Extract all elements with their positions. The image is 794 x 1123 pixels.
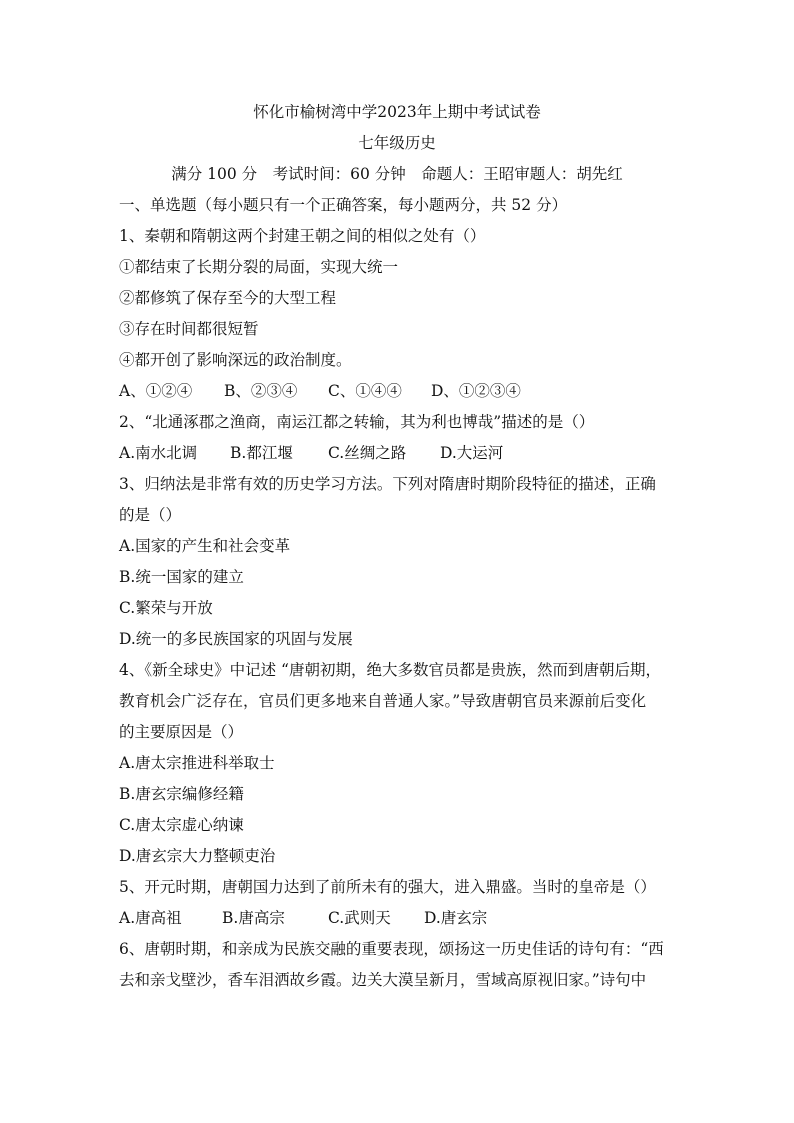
exam-meta: 满分 100 分 考试时间：60 分钟 命题人：王昭审题人：胡先红 <box>171 165 623 183</box>
exam-subject: 七年级历史 <box>358 134 436 152</box>
q4-stem-line-2: 教育机会广泛存在，官员们更多地来自普通人家。”导致唐朝官员来源前后变化 <box>119 692 647 710</box>
q4-stem-line-1: 4、《新全球史》中记述 “唐朝初期，绝大多数官员都是贵族，然而到唐朝后期， <box>119 661 661 679</box>
q1-item-1: ①都结束了长期分裂的局面，实现大统一 <box>119 258 399 276</box>
q5-option-c: C.武则天 <box>328 909 391 927</box>
q3-stem-line-2: 的是（） <box>119 506 182 524</box>
q3-option-b: B.统一国家的建立 <box>119 568 244 586</box>
q5-option-a: A.唐高祖 <box>119 909 182 927</box>
q3-stem-line-1: 3、归纳法是非常有效的历史学习方法。下列对隋唐时期阶段特征的描述，正确 <box>119 475 656 493</box>
exam-title: 怀化市榆树湾中学2023年上期中考试试卷 <box>253 103 541 121</box>
q1-stem: 1、秦朝和隋朝这两个封建王朝之间的相似之处有（） <box>119 227 486 245</box>
q3-option-d: D.统一的多民族国家的巩固与发展 <box>119 630 353 648</box>
q3-option-a: A.国家的产生和社会变革 <box>119 537 291 555</box>
q6-stem-line-1: 6、唐朝时期，和亲成为民族交融的重要表现，颂扬这一历史佳话的诗句有：“西 <box>119 940 664 958</box>
q1-option-c: C、①④④ <box>328 382 402 400</box>
q1-option-d: D、①②③④ <box>431 382 521 400</box>
q2-option-b: B.都江堰 <box>230 444 293 462</box>
q2-option-a: A.南水北调 <box>119 444 198 462</box>
q4-option-a: A.唐太宗推进科举取士 <box>119 754 275 772</box>
q2-option-c: C.丝绸之路 <box>328 444 407 462</box>
q4-stem-line-3: 的主要原因是（） <box>119 723 244 741</box>
q1-item-3: ③存在时间都很短暂 <box>119 320 259 338</box>
q4-option-b: B.唐玄宗编修经籍 <box>119 785 244 803</box>
q1-option-b: B、②③④ <box>224 382 298 400</box>
q5-option-d: D.唐玄宗 <box>424 909 488 927</box>
q3-option-c: C.繁荣与开放 <box>119 599 213 617</box>
q5-option-b: B.唐高宗 <box>222 909 285 927</box>
q6-stem-line-2: 去和亲戈壁沙，香车泪洒故乡霞。边关大漠呈新月，雪域高原视旧家。”诗句中 <box>119 971 647 989</box>
q5-stem: 5、开元时期，唐朝国力达到了前所未有的强大，进入鼎盛。当时的皇帝是（） <box>119 878 656 896</box>
section-heading: 一、单选题（每小题只有一个正确答案，每小题两分，共 52 分） <box>119 196 568 214</box>
q4-option-d: D.唐玄宗大力整顿吏治 <box>119 847 276 865</box>
q2-stem: 2、“北通涿郡之渔商，南运江都之转输，其为利也博哉”描述的是（） <box>119 413 595 431</box>
q1-option-a: A、①②④ <box>119 382 193 400</box>
q1-item-4: ④都开创了影响深远的政治制度。 <box>119 351 352 369</box>
q1-item-2: ②都修筑了保存至今的大型工程 <box>119 289 337 307</box>
q4-option-c: C.唐太宗虚心纳谏 <box>119 816 244 834</box>
q2-option-d: D.大运河 <box>440 444 504 462</box>
